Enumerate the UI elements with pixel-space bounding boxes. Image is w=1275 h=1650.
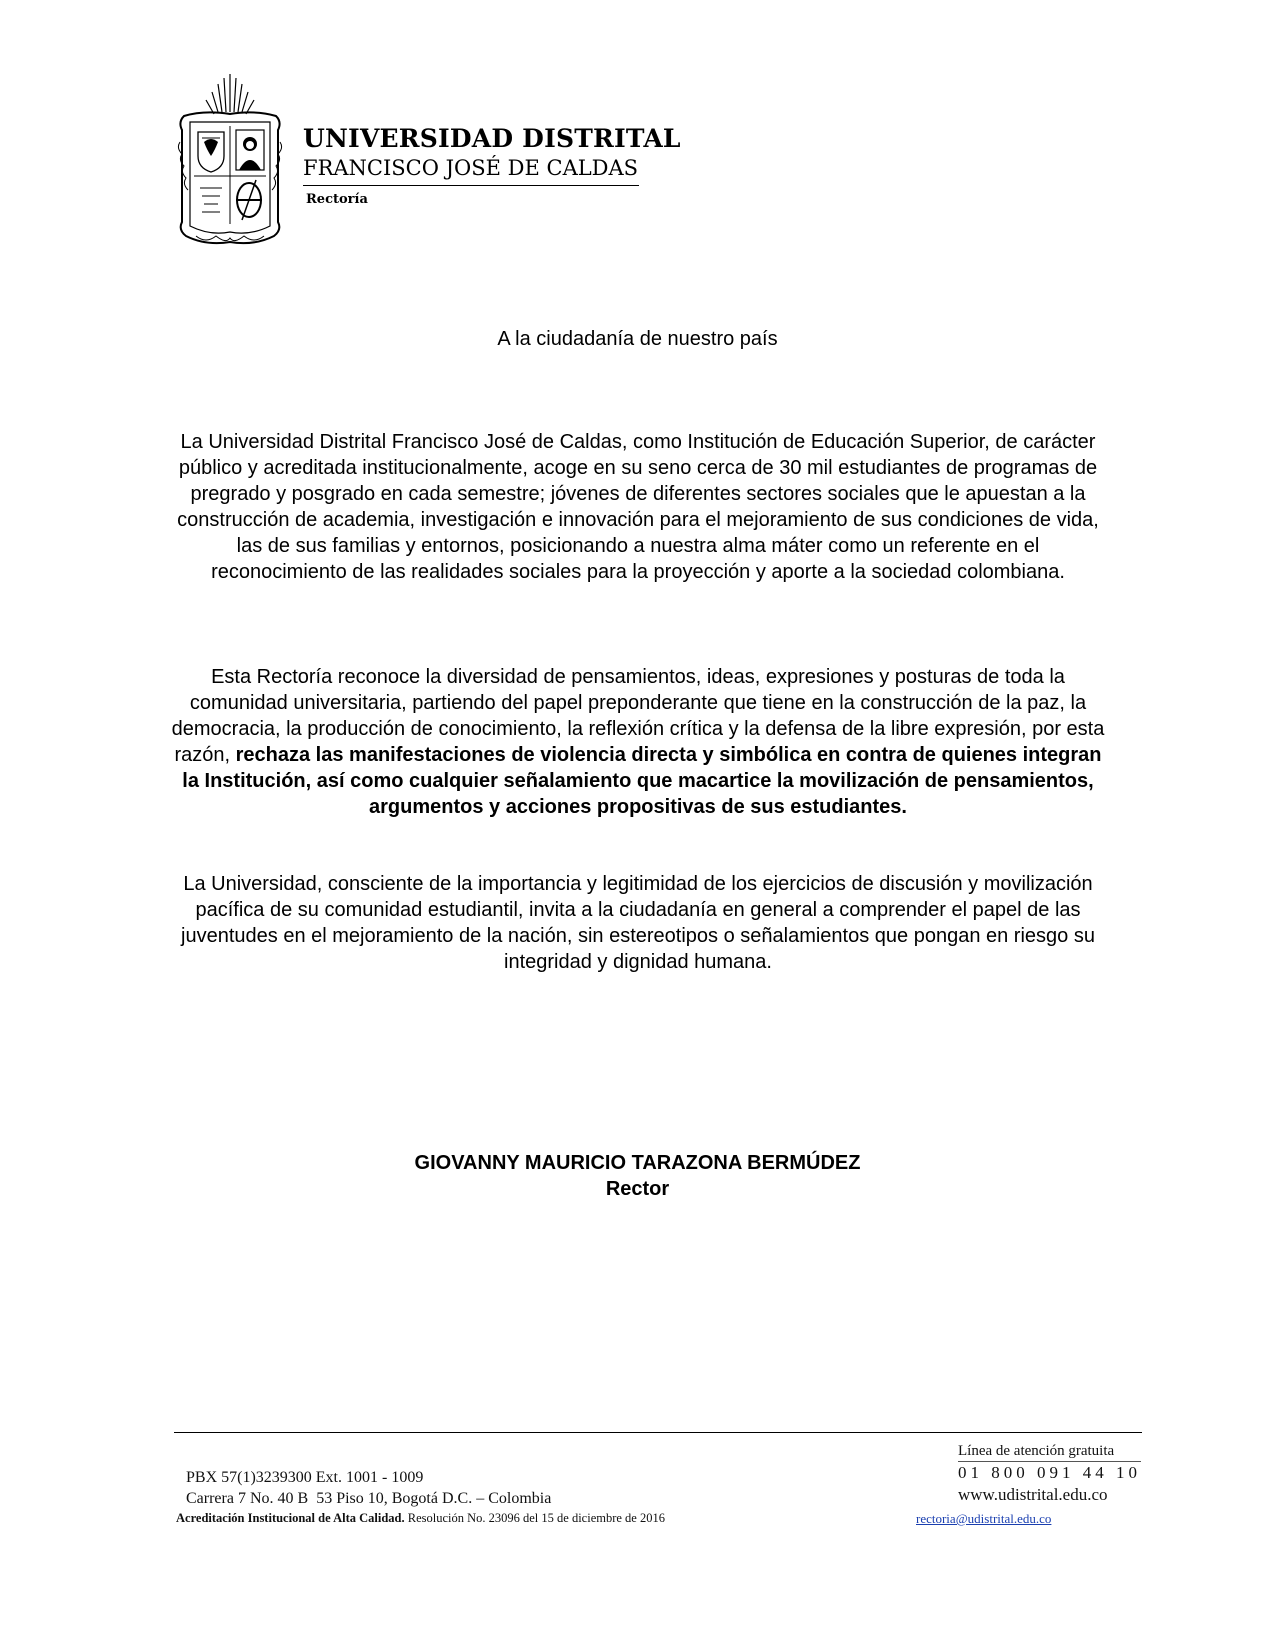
university-crest-icon	[176, 72, 284, 248]
accreditation-bold: Acreditación Institucional de Alta Calidad.	[176, 1511, 405, 1525]
paragraph-1: La Universidad Distrital Francisco José de Caldas, como Institución de Educación Superior, de carácter público y acreditada institucionalmente, acoge en su seno cerca de 30 mil estudiantes de programas de pregrado y posgrado en cada semestre; jóvenes de diferentes sectores sociales que le apuestan a la construcción de academia, investigación e innovación para el mejoramiento de sus condiciones de vida, las de sus familias y entornos, posicionando a nuestra alma máter como un referente en el reconocimiento de las realidades sociales para la proyección y aporte a la sociedad colombiana.	[177, 431, 1099, 583]
office-label: Rectoría	[306, 192, 368, 207]
helpline-number: 01 800 091 44 10	[958, 1463, 1141, 1482]
university-name-line1: UNIVERSIDAD DISTRITAL	[303, 124, 681, 153]
footer-contact	[186, 1467, 551, 1509]
university-wordmark	[303, 124, 681, 207]
paragraph-3: La Universidad, consciente de la importancia y legitimidad de los ejercicios de discusión y movilización pacífica de su comunidad estudiantil, invita a la ciudadanía en general a comprender el papel de las juventudes en el mejoramiento de la nación, sin estereotipos o señalamientos que pongan en riesgo su integridad y dignidad humana.	[181, 873, 1095, 973]
signature-block	[0, 1150, 1275, 1202]
footer-address: Carrera 7 No. 40 B 53 Piso 10, Bogotá D.C. – Colombia	[186, 1490, 552, 1507]
paragraph-2	[168, 664, 1108, 820]
signatory-name: GIOVANNY MAURICIO TARAZONA BERMÚDEZ	[414, 1152, 861, 1174]
university-name-line2: FRANCISCO JOSÉ DE CALDAS	[303, 154, 639, 186]
footer-accreditation	[176, 1511, 665, 1526]
letterhead	[176, 72, 681, 252]
letter-addressee: A la ciudadanía de nuestro país	[497, 328, 778, 350]
footer-divider	[174, 1432, 1142, 1433]
website-link[interactable]: www.udistrital.edu.co	[958, 1485, 1108, 1504]
footer-phone: PBX 57(1)3239300 Ext. 1001 - 1009	[186, 1469, 424, 1486]
helpline-title: Línea de atención gratuita	[958, 1442, 1141, 1462]
email-link[interactable]: rectoria@udistrital.edu.co	[916, 1511, 1052, 1526]
paragraph-2-emphasis: rechaza las manifestaciones de violencia directa y simbólica en contra de quienes integran la Institución, así como cualquier señalamiento que macartice la movilización de pensamientos, argumentos y acciones propositivas de sus estudiantes.	[182, 744, 1102, 818]
paragraph-2-text: Esta Rectoría reconoce la diversidad de pensamientos, ideas, expresiones y posturas de toda la comunidad universitaria, partiendo del papel preponderante que tiene en la construcción de la paz, la democracia, la producción de conocimiento, la reflexión crítica y la defensa de la libre expresión, por esta razón,	[171, 666, 1105, 766]
accreditation-resolution: Resolución No. 23096 del 15 de diciembre de 2016	[404, 1511, 665, 1525]
footer-helpline	[958, 1442, 1141, 1506]
signatory-title: Rector	[605, 1178, 670, 1200]
